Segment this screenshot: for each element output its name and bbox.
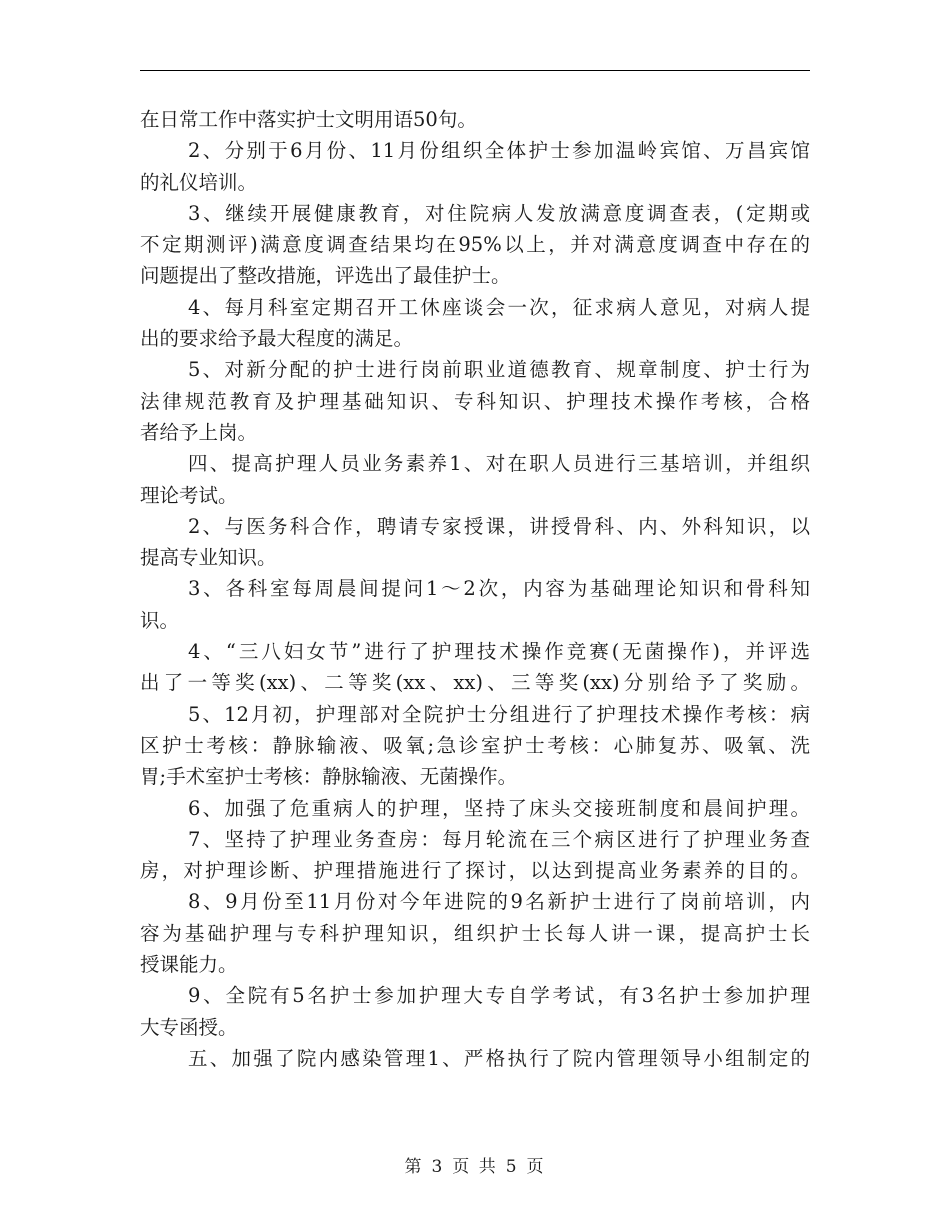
paragraph-line: 大专函授。 <box>140 1015 238 1039</box>
paragraph-line: 胃;手术室护士考核：静脉输液、无菌操作。 <box>140 765 518 789</box>
paragraph-line: 四、提高护理人员业务素养1、对在职人员进行三基培训，并组织 <box>188 452 810 476</box>
paragraph-line: 的礼仪培训。 <box>140 170 258 194</box>
footer-suffix: 页 <box>526 1157 546 1177</box>
paragraph-line: 7、坚持了护理业务查房：每月轮流在三个病区进行了护理业务查 <box>188 827 810 851</box>
paragraph-line: 授课能力。 <box>140 953 238 977</box>
paragraph-line: 6、加强了危重病人的护理，坚持了床头交接班制度和晨间护理。 <box>188 796 810 820</box>
footer-page-number: 3 <box>431 1157 445 1177</box>
paragraph-line: 区护士考核：静脉输液、吸氧;急诊室护士考核：心肺复苏、吸氧、洗 <box>140 733 810 757</box>
paragraph-line: 4、“三八妇女节”进行了护理技术操作竞赛(无菌操作)，并评选 <box>188 640 810 664</box>
paragraph-line: 5、12月初，护理部对全院护士分组进行了护理技术操作考核：病 <box>188 702 810 726</box>
paragraph-line: 3、各科室每周晨间提问1～2次，内容为基础理论知识和骨科知 <box>188 577 810 601</box>
paragraph-line: 者给予上岗。 <box>140 420 258 444</box>
document-body <box>140 104 810 1074</box>
paragraph-line: 问题提出了整改措施，评选出了最佳护士。 <box>140 264 511 288</box>
paragraph-line: 9、全院有5名护士参加护理大专自学考试，有3名护士参加护理 <box>188 984 810 1008</box>
footer-middle: 页 共 <box>452 1157 498 1177</box>
paragraph-line: 理论考试。 <box>140 483 238 507</box>
paragraph-line: 识。 <box>140 608 180 632</box>
header-rule <box>140 70 810 71</box>
paragraph-line: 2、分别于6月份、11月份组织全体护士参加温岭宾馆、万昌宾馆 <box>188 139 810 163</box>
paragraph-line: 容为基础护理与专科护理知识，组织护士长每人讲一课，提高护士长 <box>140 921 810 945</box>
paragraph-line: 4、每月科室定期召开工休座谈会一次，征求病人意见，对病人提 <box>188 295 810 319</box>
paragraph-line: 3、继续开展健康教育，对住院病人发放满意度调查表，(定期或 <box>188 201 810 225</box>
footer-prefix: 第 <box>404 1157 424 1177</box>
paragraph-line: 出了一等奖(xx)、二等奖(xx、xx)、三等奖(xx)分别给予了奖励。 <box>140 671 810 695</box>
page-footer <box>0 1152 950 1177</box>
paragraph-line: 房，对护理诊断、护理措施进行了探讨，以达到提高业务素养的目的。 <box>140 859 810 883</box>
paragraph-line: 8、9月份至11月份对今年进院的9名新护士进行了岗前培训，内 <box>188 890 810 914</box>
footer-total-pages: 5 <box>505 1157 519 1177</box>
paragraph-line: 不定期测评)满意度调查结果均在95%以上，并对满意度调查中存在的 <box>140 233 810 257</box>
paragraph-line: 2、与医务科合作，聘请专家授课，讲授骨科、内、外科知识，以 <box>188 514 810 538</box>
paragraph-line: 五、加强了院内感染管理1、严格执行了院内管理领导小组制定的 <box>188 1046 810 1070</box>
paragraph-line: 在日常工作中落实护士文明用语50句。 <box>140 108 477 131</box>
paragraph-line: 法律规范教育及护理基础知识、专科知识、护理技术操作考核，合格 <box>140 389 810 413</box>
paragraph-line: 出的要求给予最大程度的满足。 <box>140 327 414 351</box>
paragraph-line: 5、对新分配的护士进行岗前职业道德教育、规章制度、护士行为 <box>188 358 810 382</box>
paragraph-line: 提高专业知识。 <box>140 546 277 570</box>
